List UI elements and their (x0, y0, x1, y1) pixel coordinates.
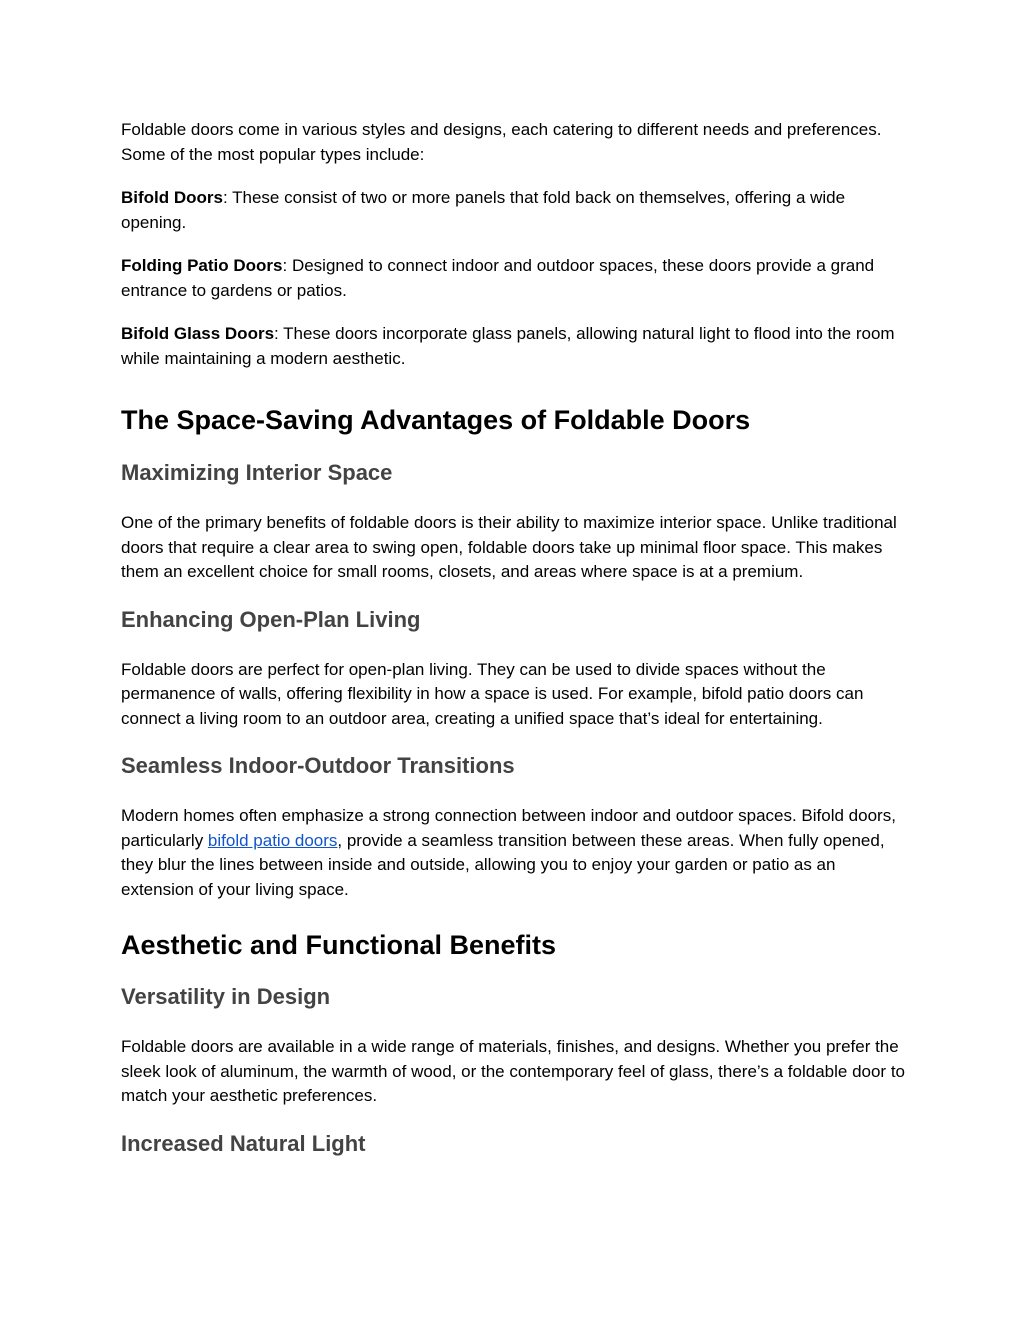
document-page (121, 118, 911, 1158)
subheading-versatility: Versatility in Design (121, 984, 331, 1009)
type-term: Bifold Glass Doors (121, 324, 275, 343)
subheading-maximizing-space: Maximizing Interior Space (121, 460, 393, 485)
type-desc: : Designed to connect indoor and outdoor spaces, these doors provide a grand entrance to gardens or patios. (121, 256, 875, 300)
type-bifold-glass-doors (121, 322, 911, 371)
paragraph-text: , provide a seamless transition between these areas. When fully opened, they blur the lines between inside and outside, allowing you to enjoy your garden or patio as an extension of your living space. (121, 830, 885, 899)
type-desc: : These consist of two or more panels that fold back on themselves, offering a wide opening. (121, 188, 846, 232)
type-bifold-doors (121, 186, 911, 235)
subheading-indoor-outdoor: Seamless Indoor-Outdoor Transitions (121, 753, 515, 778)
subheading-natural-light: Increased Natural Light (121, 1130, 366, 1156)
paragraph-open-plan: Foldable doors are perfect for open-plan living. They can be used to divide spaces without the permanence of walls, offering flexibility in how a space is used. For example, bifold patio doors can connect a living room to an outdoor area, creating a unified space that’s ideal for entertaining. (121, 659, 864, 728)
type-term: Bifold Doors (121, 188, 223, 207)
subheading-open-plan: Enhancing Open-Plan Living (121, 606, 421, 632)
type-desc: : These doors incorporate glass panels, allowing natural light to flood into the room while maintaining a modern aesthetic. (121, 324, 895, 368)
bifold-patio-doors-link[interactable]: bifold patio doors (207, 830, 338, 850)
paragraph-text: Modern homes often emphasize a strong connection between indoor and outdoor spaces. Bifold doors, particularly (121, 806, 896, 850)
section-heading-space-saving: The Space-Saving Advantages of Foldable Doors (121, 405, 751, 435)
section-heading-aesthetic: Aesthetic and Functional Benefits (121, 930, 557, 960)
paragraph-indoor-outdoor (121, 804, 911, 902)
paragraph-maximizing-space: One of the primary benefits of foldable doors is their ability to maximize interior space. Unlike traditional doors that require a clear area to swing open, foldable doors take up minimal floor space. This makes them an excellent choice for small rooms, closets, and areas where space is at a premium. (121, 513, 897, 581)
paragraph-versatility: Foldable doors are available in a wide range of materials, finishes, and designs. Whether you prefer the sleek look of aluminum, the warmth of wood, or the contemporary feel of glass, there’s a foldable door to match your aesthetic preferences. (121, 1037, 905, 1105)
type-term: Folding Patio Doors (121, 256, 283, 275)
type-folding-patio-doors (121, 254, 911, 303)
intro-paragraph: Foldable doors come in various styles and designs, each catering to different needs and preferences. Some of the most popular types include: (121, 120, 882, 164)
